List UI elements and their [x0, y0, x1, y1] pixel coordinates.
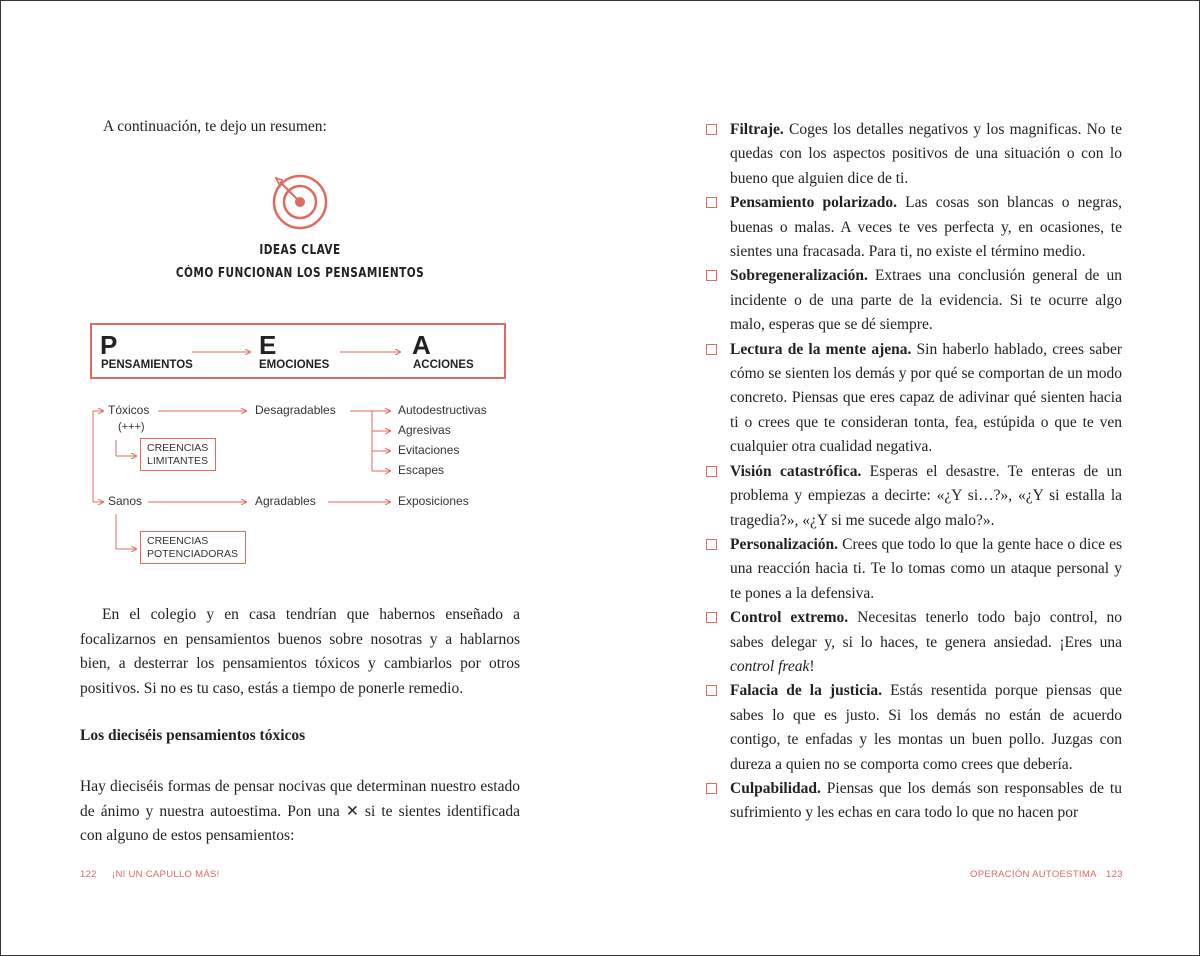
- action-avoidance: Evitaciones: [398, 443, 460, 457]
- list-item: [704, 191, 1122, 264]
- action-self-destructive: Autodestructivas: [398, 403, 487, 417]
- intro-text: A continuación, te dejo un resumen:: [103, 118, 327, 135]
- item-text: Necesitas tenerlo todo bajo control, no sabes delegar y, si lo haces, te genera ansiedad. ¡Eres una: [730, 609, 1122, 651]
- list-item: [704, 264, 1122, 337]
- checkbox[interactable]: [706, 783, 717, 794]
- list-item: [704, 460, 1122, 533]
- exposures-label: Exposiciones: [398, 494, 469, 508]
- item-title: Filtraje.: [730, 121, 784, 138]
- item-title: Falacia de la justicia.: [730, 682, 883, 700]
- target-icon: [268, 172, 332, 236]
- unpleasant-label: Desagradables: [255, 403, 336, 417]
- item-text: Crees que todo lo que la gente hace o dice es una reacción hacia ti. Te lo tomas como un ataque personal y te pones a la defensiva.: [730, 535, 1122, 602]
- list-item: [704, 777, 1122, 826]
- list-item: [704, 606, 1122, 679]
- toxic-label: Tóxicos: [108, 403, 150, 417]
- item-title: Visión catastrófica.: [730, 462, 862, 480]
- paragraph-sixteen: Hay dieciséis formas de pensar nocivas que determinan nuestro estado de ánimo y nuestra autoestima. Pon una ✕ si te sientes identificada con alguno de estos pensamientos:: [80, 778, 520, 844]
- checkbox[interactable]: [706, 124, 717, 135]
- toxic-mark: (+++): [118, 421, 145, 433]
- action-escapes: Escapes: [398, 463, 445, 477]
- checkbox[interactable]: [706, 539, 717, 550]
- list-item: [704, 118, 1122, 191]
- limiting-beliefs-box: CREENCIAS LIMITANTES: [140, 438, 216, 471]
- pea-label-emotions: EMOCIONES: [259, 359, 330, 371]
- item-italic: control freak: [730, 657, 810, 675]
- checkbox[interactable]: [706, 344, 717, 355]
- item-tail: !: [809, 657, 815, 675]
- footer-page-number-right: 123: [1106, 869, 1123, 880]
- footer-page-number-left: 122: [80, 869, 97, 880]
- checkbox[interactable]: [706, 466, 717, 477]
- item-title: Lectura de la mente ajena.: [730, 340, 912, 358]
- pleasant-label: Agradables: [255, 494, 316, 508]
- item-title: Control extremo.: [730, 609, 849, 627]
- checkbox[interactable]: [706, 612, 717, 623]
- list-item: [704, 533, 1122, 606]
- diagram-subtitle: CÓMO FUNCIONAN LOS PENSAMIENTOS: [175, 266, 425, 281]
- diagram-title: IDEAS CLAVE: [259, 243, 341, 258]
- pea-letter-e: E: [259, 330, 277, 360]
- item-text: Extraes una conclusión general de un incidente o de una parte de la evidencia. Si te ocurre algo malo, esperas que se dé siempre.: [730, 267, 1122, 334]
- pea-letter-a: A: [412, 330, 431, 360]
- item-text: Esperas el desastre. Te enteras de un problema y empiezas a decirte: «¿Y si…?», «¿Y si estalla la tragedia?», «¿Y si me sucede algo malo?».: [730, 462, 1122, 529]
- pea-label-actions: ACCIONES: [413, 359, 474, 371]
- footer-book-title: ¡NI UN CAPULLO MÁS!: [112, 869, 220, 880]
- item-text: Sin haberlo hablado, crees saber cómo se sienten los demás y por qué se comportan de un modo concreto. Piensas que eres capaz de adivinar qué sienten hacia ti o crees que te consideran tonta, fea, estúpida o que te ven cualquier otra cualidad negativa.: [730, 340, 1122, 456]
- paragraph-school: En el colegio y en casa tendrían que habernos enseñado a focalizarnos en pensamientos buenos sobre nosotras y a hablarnos bien, a desterrar los pensamientos tóxicos y cambiarlos por otros positivos. Si no es tu caso, estás a tiempo de ponerle remedio.: [80, 606, 520, 697]
- item-title: Culpabilidad.: [730, 779, 821, 797]
- toxic-thoughts-list: [704, 118, 1122, 826]
- pea-label-thoughts: PENSAMIENTOS: [101, 359, 193, 371]
- footer-section-title: OPERACIÓN AUTOESTIMA: [970, 869, 1097, 880]
- right-page: [600, 0, 1200, 956]
- empowering-beliefs-box: CREENCIAS POTENCIADORAS: [140, 531, 246, 564]
- pea-letter-p: P: [100, 330, 118, 360]
- section-heading: Los dieciséis pensamientos tóxicos: [80, 727, 306, 744]
- item-text: Piensas que los demás son responsables de tu sufrimiento y les echas en cara todo lo que no hacen por: [730, 779, 1122, 822]
- item-title: Pensamiento polarizado.: [730, 194, 898, 212]
- item-title: Sobregeneralización.: [730, 267, 868, 285]
- item-text: Coges los detalles negativos y los magnificas. No te quedas con los aspectos positivos de una situación o con lo bueno que alguien dice de ti.: [730, 121, 1122, 187]
- item-text: Estás resentida porque piensas que sabes lo que es justo. Si los demás no están de acuerdo contigo, te enfadas y les montas un buen pollo. Juzgas con dureza a quien no se comporta como crees que debería.: [730, 682, 1122, 773]
- checkbox[interactable]: [706, 197, 717, 208]
- list-item: [704, 338, 1122, 460]
- healthy-label: Sanos: [108, 494, 143, 508]
- item-text: Las cosas son blancas o negras, buenas o malas. A veces te ves perfecta y, en ocasiones, te sientes una fracasada. Para ti, no existe el término medio.: [730, 194, 1122, 261]
- action-aggressive: Agresivas: [398, 423, 451, 437]
- checkbox[interactable]: [706, 270, 717, 281]
- item-title: Personalización.: [730, 535, 839, 553]
- list-item: [704, 679, 1122, 777]
- checkbox[interactable]: [706, 685, 717, 696]
